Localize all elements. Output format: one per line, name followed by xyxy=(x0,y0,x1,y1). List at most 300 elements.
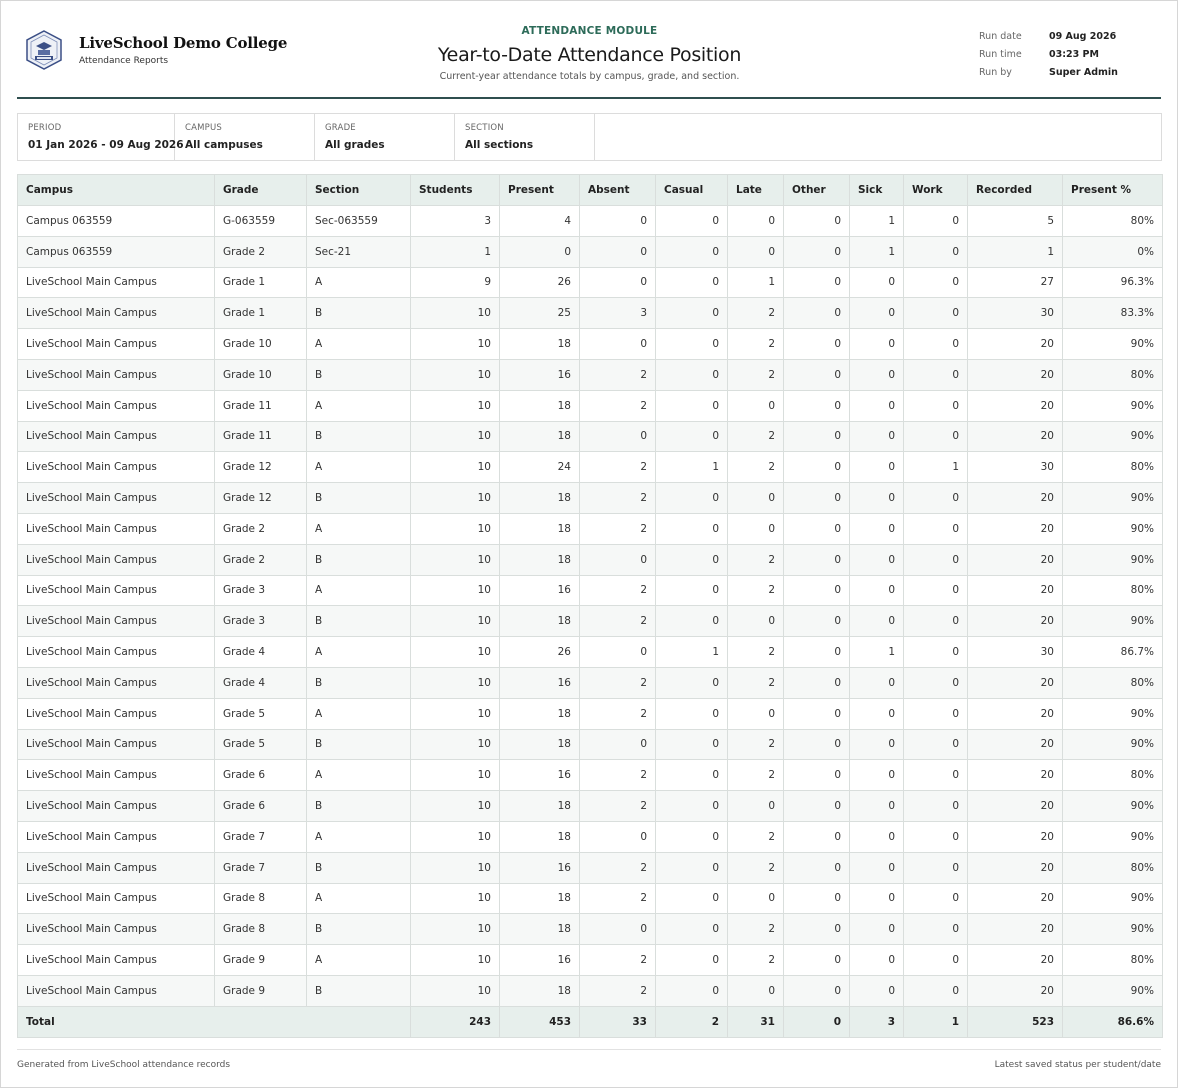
footer-source-note: Generated from LiveSchool attendance records xyxy=(17,1060,231,1070)
table-cell: 0 xyxy=(850,667,904,698)
table-cell: Grade 7 xyxy=(215,821,307,852)
table-row xyxy=(18,883,1163,914)
table-cell: LiveSchool Main Campus xyxy=(18,791,215,822)
total-cell: 2 xyxy=(656,1006,728,1037)
table-body xyxy=(18,206,1163,1007)
table-cell: 0 xyxy=(784,513,850,544)
table-cell: LiveSchool Main Campus xyxy=(18,760,215,791)
table-cell: Grade 5 xyxy=(215,698,307,729)
table-cell: 10 xyxy=(411,390,500,421)
column-header: Present % xyxy=(1063,175,1163,206)
table-cell: Grade 4 xyxy=(215,637,307,668)
table-cell: Grade 3 xyxy=(215,575,307,606)
table-cell: 0 xyxy=(728,483,784,514)
table-cell: 0 xyxy=(850,359,904,390)
table-cell: Grade 4 xyxy=(215,667,307,698)
column-header: Campus xyxy=(18,175,215,206)
table-cell: LiveSchool Main Campus xyxy=(18,390,215,421)
table-cell: 20 xyxy=(968,852,1063,883)
table-cell: B xyxy=(307,975,411,1006)
table-cell: Grade 6 xyxy=(215,791,307,822)
table-cell: 0 xyxy=(784,421,850,452)
table-cell: 0 xyxy=(850,421,904,452)
table-cell: Grade 12 xyxy=(215,452,307,483)
table-cell: 20 xyxy=(968,359,1063,390)
table-cell: 10 xyxy=(411,760,500,791)
table-cell: 2 xyxy=(728,729,784,760)
table-cell: 20 xyxy=(968,883,1063,914)
table-cell: 0 xyxy=(656,329,728,360)
table-cell: 90% xyxy=(1063,483,1163,514)
column-header: Casual xyxy=(656,175,728,206)
table-cell: 0 xyxy=(904,575,968,606)
table-cell: 2 xyxy=(580,575,656,606)
table-cell: 90% xyxy=(1063,791,1163,822)
table-cell: LiveSchool Main Campus xyxy=(18,544,215,575)
table-cell: 2 xyxy=(580,452,656,483)
table-cell: 0 xyxy=(784,945,850,976)
table-cell: 0 xyxy=(850,760,904,791)
table-cell: B xyxy=(307,606,411,637)
table-cell: 96.3% xyxy=(1063,267,1163,298)
table-cell: 0 xyxy=(784,544,850,575)
table-cell: 18 xyxy=(500,513,580,544)
table-cell: 10 xyxy=(411,575,500,606)
table-cell: 0 xyxy=(580,821,656,852)
report-footer xyxy=(17,1049,1161,1070)
table-cell: 0 xyxy=(656,236,728,267)
table-row xyxy=(18,575,1163,606)
total-cell: 33 xyxy=(580,1006,656,1037)
table-cell: A xyxy=(307,329,411,360)
filter-label: GRADE xyxy=(325,123,356,133)
table-cell: 0 xyxy=(784,236,850,267)
table-cell: 0 xyxy=(580,544,656,575)
table-cell: 0 xyxy=(784,483,850,514)
table-cell: 2 xyxy=(728,544,784,575)
table-cell: 90% xyxy=(1063,883,1163,914)
table-cell: LiveSchool Main Campus xyxy=(18,267,215,298)
table-cell: LiveSchool Main Campus xyxy=(18,667,215,698)
table-cell: 0 xyxy=(784,821,850,852)
page-title: Year-to-Date Attendance Position xyxy=(437,44,742,66)
table-cell: 2 xyxy=(580,945,656,976)
column-header: Absent xyxy=(580,175,656,206)
table-cell: 0 xyxy=(580,914,656,945)
filter-campus xyxy=(175,114,315,160)
table-cell: 0 xyxy=(728,206,784,237)
table-row xyxy=(18,821,1163,852)
table-cell: 0 xyxy=(904,483,968,514)
table-cell: 90% xyxy=(1063,390,1163,421)
total-cell: 243 xyxy=(411,1006,500,1037)
table-cell: LiveSchool Main Campus xyxy=(18,329,215,360)
table-cell: 0 xyxy=(784,359,850,390)
table-cell: Grade 3 xyxy=(215,606,307,637)
table-row xyxy=(18,791,1163,822)
table-cell: 1 xyxy=(904,452,968,483)
table-cell: 0 xyxy=(728,236,784,267)
meta-run-date xyxy=(979,27,1118,45)
table-cell: 10 xyxy=(411,698,500,729)
table-cell: 0 xyxy=(904,852,968,883)
table-cell: 80% xyxy=(1063,760,1163,791)
table-cell: 0 xyxy=(656,575,728,606)
table-cell: 10 xyxy=(411,298,500,329)
meta-label: Run by xyxy=(979,66,1012,78)
table-row xyxy=(18,852,1163,883)
table-cell: B xyxy=(307,544,411,575)
table-cell: A xyxy=(307,698,411,729)
table-cell: 0 xyxy=(580,206,656,237)
table-cell: 0 xyxy=(850,575,904,606)
table-cell: 0 xyxy=(904,606,968,637)
report-title-block xyxy=(317,25,862,82)
table-cell: 10 xyxy=(411,606,500,637)
table-cell: Grade 2 xyxy=(215,544,307,575)
table-cell: 10 xyxy=(411,914,500,945)
table-row xyxy=(18,606,1163,637)
table-cell: Grade 1 xyxy=(215,267,307,298)
column-header: Work xyxy=(904,175,968,206)
table-cell: 0 xyxy=(656,698,728,729)
table-cell: Grade 2 xyxy=(215,513,307,544)
table-cell: B xyxy=(307,667,411,698)
total-cell: 0 xyxy=(784,1006,850,1037)
table-cell: 18 xyxy=(500,606,580,637)
table-cell: B xyxy=(307,852,411,883)
page-subtitle: Current-year attendance totals by campus, grade, and section. xyxy=(439,71,740,82)
table-cell: 90% xyxy=(1063,513,1163,544)
table-row xyxy=(18,914,1163,945)
table-cell: 1 xyxy=(850,637,904,668)
brand xyxy=(23,29,287,71)
table-cell: LiveSchool Main Campus xyxy=(18,821,215,852)
filter-summary xyxy=(17,113,1162,161)
table-cell: 80% xyxy=(1063,452,1163,483)
table-cell: 1 xyxy=(656,452,728,483)
table-cell: 0 xyxy=(784,637,850,668)
table-cell: B xyxy=(307,729,411,760)
table-cell: 0 xyxy=(850,267,904,298)
table-cell: 0 xyxy=(904,791,968,822)
table-cell: 0 xyxy=(784,667,850,698)
table-cell: 10 xyxy=(411,544,500,575)
table-cell: 18 xyxy=(500,883,580,914)
table-cell: 20 xyxy=(968,421,1063,452)
table-cell: 2 xyxy=(580,852,656,883)
table-cell: 0 xyxy=(580,421,656,452)
table-cell: 2 xyxy=(728,298,784,329)
table-cell: 18 xyxy=(500,390,580,421)
table-cell: 0 xyxy=(904,421,968,452)
table-cell: 5 xyxy=(968,206,1063,237)
table-cell: 0 xyxy=(656,513,728,544)
table-cell: 0 xyxy=(850,852,904,883)
meta-value: 09 Aug 2026 xyxy=(1049,30,1117,42)
total-row xyxy=(18,1006,1163,1037)
table-cell: B xyxy=(307,791,411,822)
filter-value: 01 Jan 2026 - 09 Aug 2026 xyxy=(28,139,184,151)
table-cell: 0 xyxy=(904,883,968,914)
table-cell: 0 xyxy=(904,975,968,1006)
total-cell: 523 xyxy=(968,1006,1063,1037)
table-cell: 0 xyxy=(656,945,728,976)
table-cell: 0 xyxy=(904,945,968,976)
table-cell: 1 xyxy=(968,236,1063,267)
table-cell: 20 xyxy=(968,606,1063,637)
table-row xyxy=(18,236,1163,267)
table-cell: 0 xyxy=(656,421,728,452)
table-cell: 20 xyxy=(968,760,1063,791)
table-cell: A xyxy=(307,821,411,852)
table-cell: 2 xyxy=(580,513,656,544)
table-cell: 1 xyxy=(850,236,904,267)
table-cell: B xyxy=(307,421,411,452)
table-cell: A xyxy=(307,945,411,976)
table-cell: 0 xyxy=(850,914,904,945)
filter-value: All campuses xyxy=(185,139,263,151)
table-cell: 10 xyxy=(411,791,500,822)
table-cell: 10 xyxy=(411,667,500,698)
table-cell: 0 xyxy=(656,821,728,852)
table-cell: 2 xyxy=(728,914,784,945)
table-cell: 0 xyxy=(904,729,968,760)
table-cell: 26 xyxy=(500,267,580,298)
table-cell: 0 xyxy=(850,975,904,1006)
table-cell: B xyxy=(307,359,411,390)
table-cell: 0 xyxy=(656,975,728,1006)
column-header: Sick xyxy=(850,175,904,206)
table-cell: 3 xyxy=(580,298,656,329)
table-cell: A xyxy=(307,760,411,791)
table-cell: 90% xyxy=(1063,544,1163,575)
column-header: Recorded xyxy=(968,175,1063,206)
table-cell: 0 xyxy=(656,914,728,945)
table-cell: 0 xyxy=(850,606,904,637)
table-cell: 2 xyxy=(728,852,784,883)
table-cell: 16 xyxy=(500,760,580,791)
table-row xyxy=(18,667,1163,698)
table-cell: 10 xyxy=(411,637,500,668)
table-cell: Grade 10 xyxy=(215,359,307,390)
table-cell: 20 xyxy=(968,729,1063,760)
filter-section xyxy=(455,114,595,160)
filter-value: All sections xyxy=(465,139,534,151)
table-cell: 0 xyxy=(728,698,784,729)
filter-label: SECTION xyxy=(465,123,504,133)
table-row xyxy=(18,544,1163,575)
table-cell: 9 xyxy=(411,267,500,298)
table-cell: A xyxy=(307,452,411,483)
table-cell: 2 xyxy=(728,821,784,852)
table-cell: LiveSchool Main Campus xyxy=(18,883,215,914)
table-cell: 10 xyxy=(411,329,500,360)
table-cell: Campus 063559 xyxy=(18,236,215,267)
meta-run-by xyxy=(979,63,1118,81)
table-cell: Sec-063559 xyxy=(307,206,411,237)
table-cell: 0 xyxy=(850,298,904,329)
table-cell: 0 xyxy=(784,852,850,883)
table-cell: 1 xyxy=(850,206,904,237)
table-cell: 0 xyxy=(904,329,968,360)
table-cell: 20 xyxy=(968,329,1063,360)
table-cell: Grade 9 xyxy=(215,945,307,976)
table-cell: 30 xyxy=(968,298,1063,329)
table-cell: 0 xyxy=(904,637,968,668)
table-cell: 0 xyxy=(850,329,904,360)
table-cell: 0 xyxy=(784,975,850,1006)
filter-grade xyxy=(315,114,455,160)
table-cell: 10 xyxy=(411,883,500,914)
table-cell: 0 xyxy=(904,359,968,390)
table-cell: 0 xyxy=(656,267,728,298)
table-cell: 0 xyxy=(580,329,656,360)
table-cell: 0 xyxy=(784,329,850,360)
table-cell: 0 xyxy=(784,267,850,298)
table-cell: 25 xyxy=(500,298,580,329)
table-cell: 0 xyxy=(656,206,728,237)
table-cell: 0 xyxy=(904,236,968,267)
table-cell: 20 xyxy=(968,975,1063,1006)
table-cell: 0 xyxy=(850,513,904,544)
meta-value: 03:23 PM xyxy=(1049,48,1099,60)
table-cell: LiveSchool Main Campus xyxy=(18,513,215,544)
table-cell: 0 xyxy=(656,729,728,760)
table-cell: A xyxy=(307,267,411,298)
table-cell: A xyxy=(307,390,411,421)
table-cell: 90% xyxy=(1063,698,1163,729)
table-cell: 0 xyxy=(656,760,728,791)
filter-label: CAMPUS xyxy=(185,123,223,133)
table-cell: 0 xyxy=(656,606,728,637)
table-cell: 0 xyxy=(850,483,904,514)
table-cell: Grade 1 xyxy=(215,298,307,329)
table-cell: 2 xyxy=(580,791,656,822)
table-cell: 90% xyxy=(1063,606,1163,637)
table-cell: LiveSchool Main Campus xyxy=(18,452,215,483)
table-row xyxy=(18,329,1163,360)
table-cell: 27 xyxy=(968,267,1063,298)
table-cell: 2 xyxy=(580,390,656,421)
college-name: LiveSchool Demo College xyxy=(79,34,288,52)
table-cell: Grade 10 xyxy=(215,329,307,360)
module-label: ATTENDANCE MODULE xyxy=(521,25,658,37)
table-cell: 0 xyxy=(784,914,850,945)
table-cell: 18 xyxy=(500,914,580,945)
table-cell: 90% xyxy=(1063,329,1163,360)
total-cell: 1 xyxy=(904,1006,968,1037)
table-cell: LiveSchool Main Campus xyxy=(18,359,215,390)
table-cell: Grade 5 xyxy=(215,729,307,760)
table-cell: LiveSchool Main Campus xyxy=(18,852,215,883)
table-cell: 2 xyxy=(728,637,784,668)
column-header: Present xyxy=(500,175,580,206)
table-cell: 0 xyxy=(904,698,968,729)
table-cell: 0 xyxy=(784,206,850,237)
table-cell: 0 xyxy=(904,914,968,945)
table-cell: 0 xyxy=(656,791,728,822)
table-cell: LiveSchool Main Campus xyxy=(18,575,215,606)
table-cell: Grade 9 xyxy=(215,975,307,1006)
table-cell: 10 xyxy=(411,852,500,883)
table-cell: 10 xyxy=(411,729,500,760)
table-cell: LiveSchool Main Campus xyxy=(18,298,215,329)
table-cell: 16 xyxy=(500,359,580,390)
table-cell: 16 xyxy=(500,575,580,606)
table-cell: 18 xyxy=(500,698,580,729)
table-cell: G-063559 xyxy=(215,206,307,237)
table-row xyxy=(18,206,1163,237)
table-cell: 0 xyxy=(784,390,850,421)
table-cell: 10 xyxy=(411,359,500,390)
column-header: Other xyxy=(784,175,850,206)
table-cell: 2 xyxy=(728,667,784,698)
table-cell: 0 xyxy=(580,637,656,668)
table-cell: 0 xyxy=(580,729,656,760)
table-cell: 0 xyxy=(784,791,850,822)
table-cell: LiveSchool Main Campus xyxy=(18,483,215,514)
table-cell: 80% xyxy=(1063,852,1163,883)
table-cell: 2 xyxy=(580,975,656,1006)
table-cell: 0 xyxy=(784,729,850,760)
table-row xyxy=(18,421,1163,452)
table-cell: 0 xyxy=(904,544,968,575)
table-row xyxy=(18,975,1163,1006)
table-row xyxy=(18,298,1163,329)
table-cell: 0 xyxy=(728,606,784,637)
total-label: Total xyxy=(18,1006,411,1037)
table-cell: 16 xyxy=(500,667,580,698)
table-cell: 0 xyxy=(728,791,784,822)
table-cell: 2 xyxy=(580,698,656,729)
table-cell: 0 xyxy=(656,483,728,514)
table-cell: 2 xyxy=(580,359,656,390)
table-cell: 20 xyxy=(968,544,1063,575)
table-cell: 1 xyxy=(411,236,500,267)
table-cell: A xyxy=(307,575,411,606)
table-cell: 10 xyxy=(411,483,500,514)
table-cell: Grade 11 xyxy=(215,390,307,421)
table-cell: 0 xyxy=(656,852,728,883)
table-cell: 18 xyxy=(500,329,580,360)
table-cell: 80% xyxy=(1063,206,1163,237)
report-header xyxy=(17,1,1161,99)
table-cell: 2 xyxy=(580,667,656,698)
table-cell: 0 xyxy=(904,206,968,237)
table-cell: LiveSchool Main Campus xyxy=(18,698,215,729)
table-cell: 0 xyxy=(784,883,850,914)
table-cell: LiveSchool Main Campus xyxy=(18,637,215,668)
table-cell: 0 xyxy=(728,513,784,544)
table-cell: 18 xyxy=(500,544,580,575)
table-cell: 0 xyxy=(904,513,968,544)
table-cell: 0 xyxy=(656,359,728,390)
table-cell: 1 xyxy=(728,267,784,298)
table-cell: Grade 12 xyxy=(215,483,307,514)
attendance-table xyxy=(17,174,1163,1038)
table-row xyxy=(18,359,1163,390)
table-cell: 0 xyxy=(850,390,904,421)
table-cell: 2 xyxy=(728,421,784,452)
table-cell: LiveSchool Main Campus xyxy=(18,421,215,452)
table-row xyxy=(18,698,1163,729)
table-cell: 20 xyxy=(968,513,1063,544)
filter-period xyxy=(18,114,184,160)
table-header xyxy=(18,175,1163,206)
table-cell: LiveSchool Main Campus xyxy=(18,606,215,637)
meta-label: Run date xyxy=(979,30,1022,42)
